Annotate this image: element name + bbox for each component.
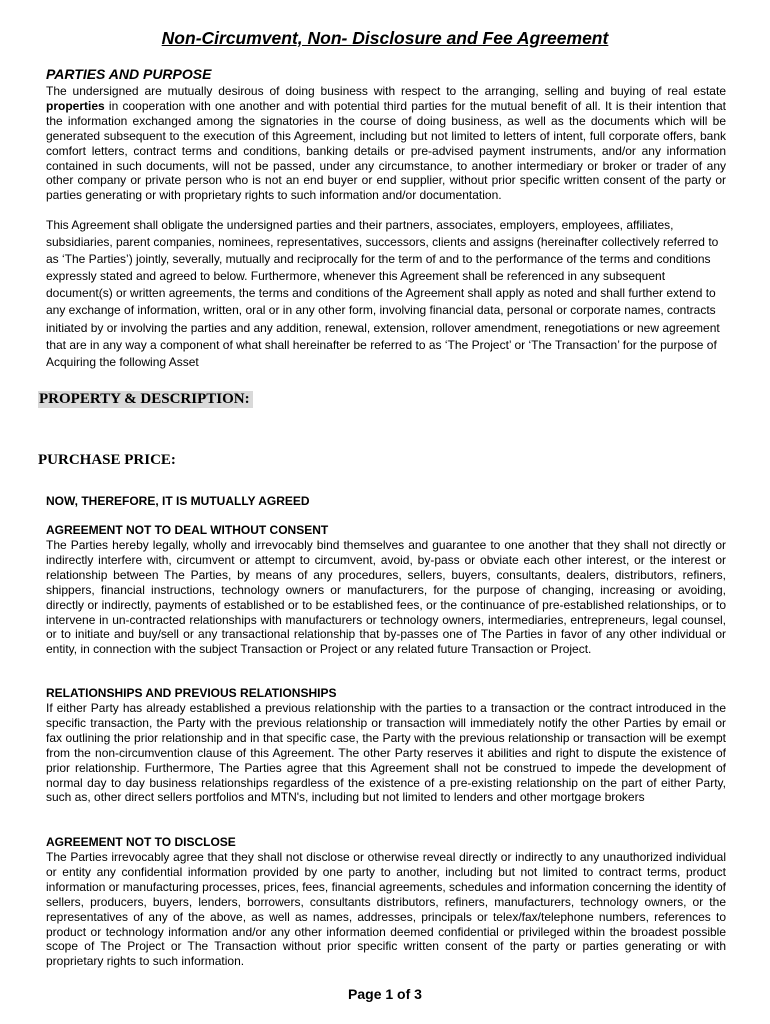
parties-purpose-paragraph-2: This Agreement shall obligate the undersigned parties and their partners, associates, employers, employees, affiliates, subsidiaries, parent companies, nominees, representatives, successors, clients and assigns (hereinafter collectively referred to as ‘The Parties’) jointly, severally, mutually and reciprocally for the term of and to the performance of the terms and conditions expressly stated and agreed to below. Furthermore, whenever this Agreement shall be referenced in any subsequent document(s) or written agreements, the terms and conditions of the Agreement shall apply as noted and shall further extend to any exchange of information, written, oral or in any other form, involving financial data, personal or corporate names, contracts initiated by or involving the parties and any addition, renewal, extension, rollover amendment, renegotiations or new agreement that are in any way a component of what shall hereinafter be referred to as ‘The Project’ or ‘The Transaction’ for the purpose of Acquiring the following Asset (46, 218, 720, 369)
parties-purpose-paragraph-1 (46, 84, 726, 203)
parties-purpose-heading: PARTIES AND PURPOSE (46, 66, 212, 82)
property-description-heading: PROPERTY & DESCRIPTION: (38, 391, 253, 408)
bold-keyword: properties (46, 98, 105, 113)
section-body-no-disclose: The Parties irrevocably agree that they shall not disclose or otherwise reveal directly or indirectly to any unauthorized individual or entity any confidential information provided by one party to another, including but not limited to contract terms, product information or manufacturing processes, prices, fees, financial agreements, schedules and information concerning the identity of sellers, producers, buyers, lenders, borrowers, consultants distributors, refiners, manufacturers, technology owners, or the representatives of any of the above, as well as names, addresses, principals or telex/fax/telephone numbers, references to product or technology information and/or any other information deemed confidential or privileged within the broadest possible scope of The Project or The Transaction without prior specific written consent of the party or parties generating or with proprietary rights to such information. (46, 850, 726, 969)
section-heading-no-disclose: AGREEMENT NOT TO DISCLOSE (46, 835, 236, 849)
section-body-no-deal: The Parties hereby legally, wholly and irrevocably bind themselves and guarantee to one another that they shall not directly or indirectly interfere with, circumvent or attempt to circumvent, avoid, by-pass or obviate each other interest, or the interest or relationship between The Parties, by means of any procedures, sellers, buyers, consultants, dealers, distributors, refiners, shippers, financial instructions, technology owners or manufacturers, for the purpose of changing, increasing or avoiding, directly or indirectly, payments of established or to be established fees, or the continuance of pre-established relationships, or to intervene in un-contracted relationships with manufacturers or technology owners, intermediaries, entrepreneurs, legal counsel, or to initiate and buy/sell or any transactional relationship that by-passes one of The Parties in favor of any other individual or entity, in connection with the subject Transaction or Project or any related future Transaction or Project. (46, 538, 726, 657)
mutually-agreed-heading: NOW, THEREFORE, IT IS MUTUALLY AGREED (46, 494, 310, 508)
paragraph-text: The undersigned are mutually desirous of doing business with respect to the arranging, selling and buying of real estate (46, 84, 726, 98)
document-title: Non-Circumvent, Non- Disclosure and Fee Agreement (161, 28, 609, 48)
section-heading-no-deal: AGREEMENT NOT TO DEAL WITHOUT CONSENT (46, 523, 329, 537)
purchase-price-heading: PURCHASE PRICE: (38, 452, 176, 468)
section-body-relationships: If either Party has already established a previous relationship with the parties to a transaction or the contract introduced in the specific transaction, the Party with the previous relationship or transaction will immediately notify the other Parties by email or fax outlining the prior relationship and in that specific case, the Party with the previous relationship or transaction will be exempt from the non-circumvention clause of this Agreement. The other Party reserves it abilities and right to dispute the existence of prior relationship. Furthermore, The Parties agree that this Agreement shall not be construed to impede the development of normal day to day business relationships regardless of the existence of a pre-existing relationship on the part of either Party, such as, other direct sellers portfolios and MTN's, including but not limited to lenders and other mortgage brokers (46, 701, 726, 805)
page-number: Page 1 of 3 (348, 986, 422, 1002)
section-heading-relationships: RELATIONSHIPS AND PREVIOUS RELATIONSHIPS (46, 686, 337, 700)
paragraph-text: in cooperation with one another and with potential third parties for the mutual benefit of all. It is their intention that the information exchanged among the signatories in the course of doing business, as well as the documents which will be generated subsequent to the execution of this Agreement, including but not limited to letters of intent, full corporate offers, bank comfort letters, contract terms and conditions, banking details or pre-advised payment instruments, and/or any information contained in such documents, will not be passed, under any circumstance, to another intermediary or broker or trader of any other company or private person who is not an end buyer or end supplier, without prior specific written consent of the party or parties generating or with proprietary rights to such information and/or documentation. (46, 98, 726, 203)
